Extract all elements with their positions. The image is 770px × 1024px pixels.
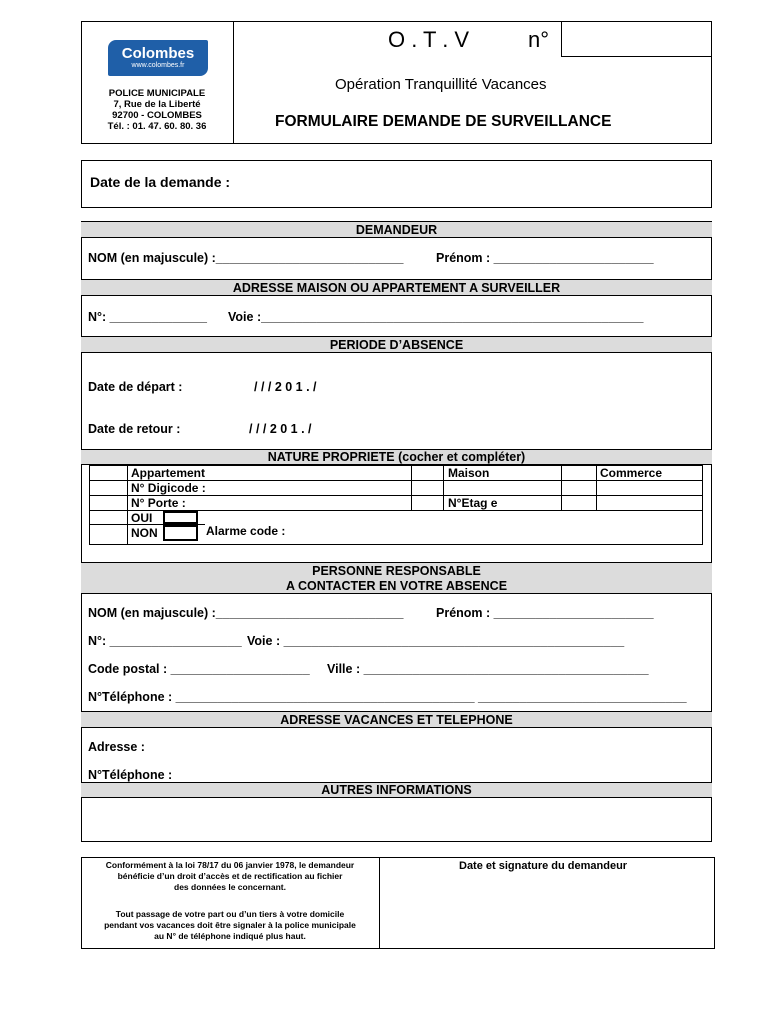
responsable-numero[interactable]: N°: ___________________ (88, 634, 242, 648)
adresse-heading: ADRESSE MAISON OU APPARTEMENT A SURVEILLER (81, 279, 712, 296)
porte-label[interactable]: N° Porte : (131, 496, 186, 510)
org-phone: Tél. : 01. 47. 60. 80. 36 (107, 121, 207, 132)
digicode-label[interactable]: N° Digicode : (131, 481, 206, 495)
passage-notice (84, 909, 376, 942)
alarme-code-label[interactable]: Alarme code : (206, 524, 286, 538)
vacances-adresse[interactable]: Adresse : (88, 740, 145, 754)
form-title: FORMULAIRE DEMANDE DE SURVEILLANCE (275, 113, 612, 130)
oui-checkbox[interactable] (163, 511, 198, 524)
adresse-numero[interactable]: N°: ______________ (88, 310, 207, 324)
appartement-label: Appartement (131, 466, 206, 480)
date-depart-label: Date de départ : (88, 380, 183, 394)
legal-notice (84, 860, 376, 893)
date-retour-label: Date de retour : (88, 422, 181, 436)
logo-text: Colombes (121, 45, 195, 62)
date-depart-field[interactable]: / / / 2 0 1 . / (254, 380, 317, 394)
footer-divider (379, 857, 380, 949)
org-address-1: 7, Rue de la Liberté (113, 99, 201, 110)
header-divider (233, 21, 234, 144)
autres-informations-area[interactable] (82, 798, 711, 841)
responsable-heading (81, 562, 712, 594)
legal-line-1: Conformément à la loi 78/17 du 06 janvier 1978, le demandeur (105, 860, 355, 870)
oui-label: OUI (131, 511, 153, 525)
responsable-nom[interactable]: NOM (en majuscule) :___________________________ (88, 606, 404, 620)
legal-line-2: bénéficie d’un droit d’accès et de rectification au fichier (117, 871, 343, 881)
responsable-heading-2: A CONTACTER EN VOTRE ABSENCE (285, 579, 508, 593)
responsable-code-postal[interactable]: Code postal : ____________________ (88, 662, 310, 676)
responsable-heading-1: PERSONNE RESPONSABLE (312, 564, 481, 578)
org-address-2: 92700 - COLOMBES (112, 110, 202, 121)
demandeur-nom[interactable]: NOM (en majuscule) :___________________________ (88, 251, 404, 265)
demandeur-prenom[interactable]: Prénom : _______________________ (436, 251, 654, 265)
commerce-label: Commerce (600, 466, 663, 480)
date-demande-label: Date de la demande : (90, 174, 231, 190)
notice-line-1: Tout passage de votre part ou d’un tiers à votre domicile (115, 909, 345, 919)
colombes-logo (108, 40, 208, 76)
legal-line-3: des données le concernant. (174, 882, 286, 892)
nature-col-line (443, 465, 444, 510)
adresse-voie[interactable]: Voie :_______________________________________________________ (228, 310, 644, 324)
nature-col-line (127, 465, 128, 545)
non-label: NON (131, 526, 158, 540)
vacances-telephone[interactable]: N°Téléphone : (88, 768, 173, 782)
logo-sub: www.colombes.fr (131, 62, 185, 69)
nature-col-line (411, 465, 412, 510)
vacances-heading: ADRESSE VACANCES ET TELEPHONE (81, 711, 712, 728)
notice-line-3: au N° de téléphone indiqué plus haut. (154, 931, 306, 941)
responsable-telephone[interactable]: N°Téléphone : ___________________________________________ ______________________________ (88, 690, 687, 704)
responsable-voie[interactable]: Voie : _________________________________________________ (247, 634, 625, 648)
title-otv: O . T . V (388, 27, 470, 52)
title-number-label: n° (528, 27, 550, 52)
org-block (84, 88, 230, 132)
org-name: POLICE MUNICIPALE (108, 88, 206, 99)
nature-col-line (561, 465, 562, 510)
date-retour-field[interactable]: / / / 2 0 1 . / (249, 422, 312, 436)
autres-heading: AUTRES INFORMATIONS (81, 782, 712, 798)
periode-heading: PERIODE D’ABSENCE (81, 336, 712, 353)
responsable-ville[interactable]: Ville : _________________________________________ (327, 662, 649, 676)
otv-number-field[interactable] (561, 21, 712, 57)
signature-label[interactable]: Date et signature du demandeur (459, 860, 628, 872)
etage-label[interactable]: N°Etag e (448, 496, 498, 510)
nature-col-line (596, 465, 597, 510)
nature-heading: NATURE PROPRIETE (cocher et compléter) (81, 449, 712, 465)
maison-label: Maison (448, 466, 490, 480)
responsable-prenom[interactable]: Prénom : _______________________ (436, 606, 654, 620)
subtitle: Opération Tranquillité Vacances (335, 76, 547, 93)
non-checkbox[interactable] (163, 525, 198, 541)
notice-line-2: pendant vos vacances doit être signaler à la police municipale (104, 920, 356, 930)
demandeur-heading: DEMANDEUR (81, 221, 712, 238)
